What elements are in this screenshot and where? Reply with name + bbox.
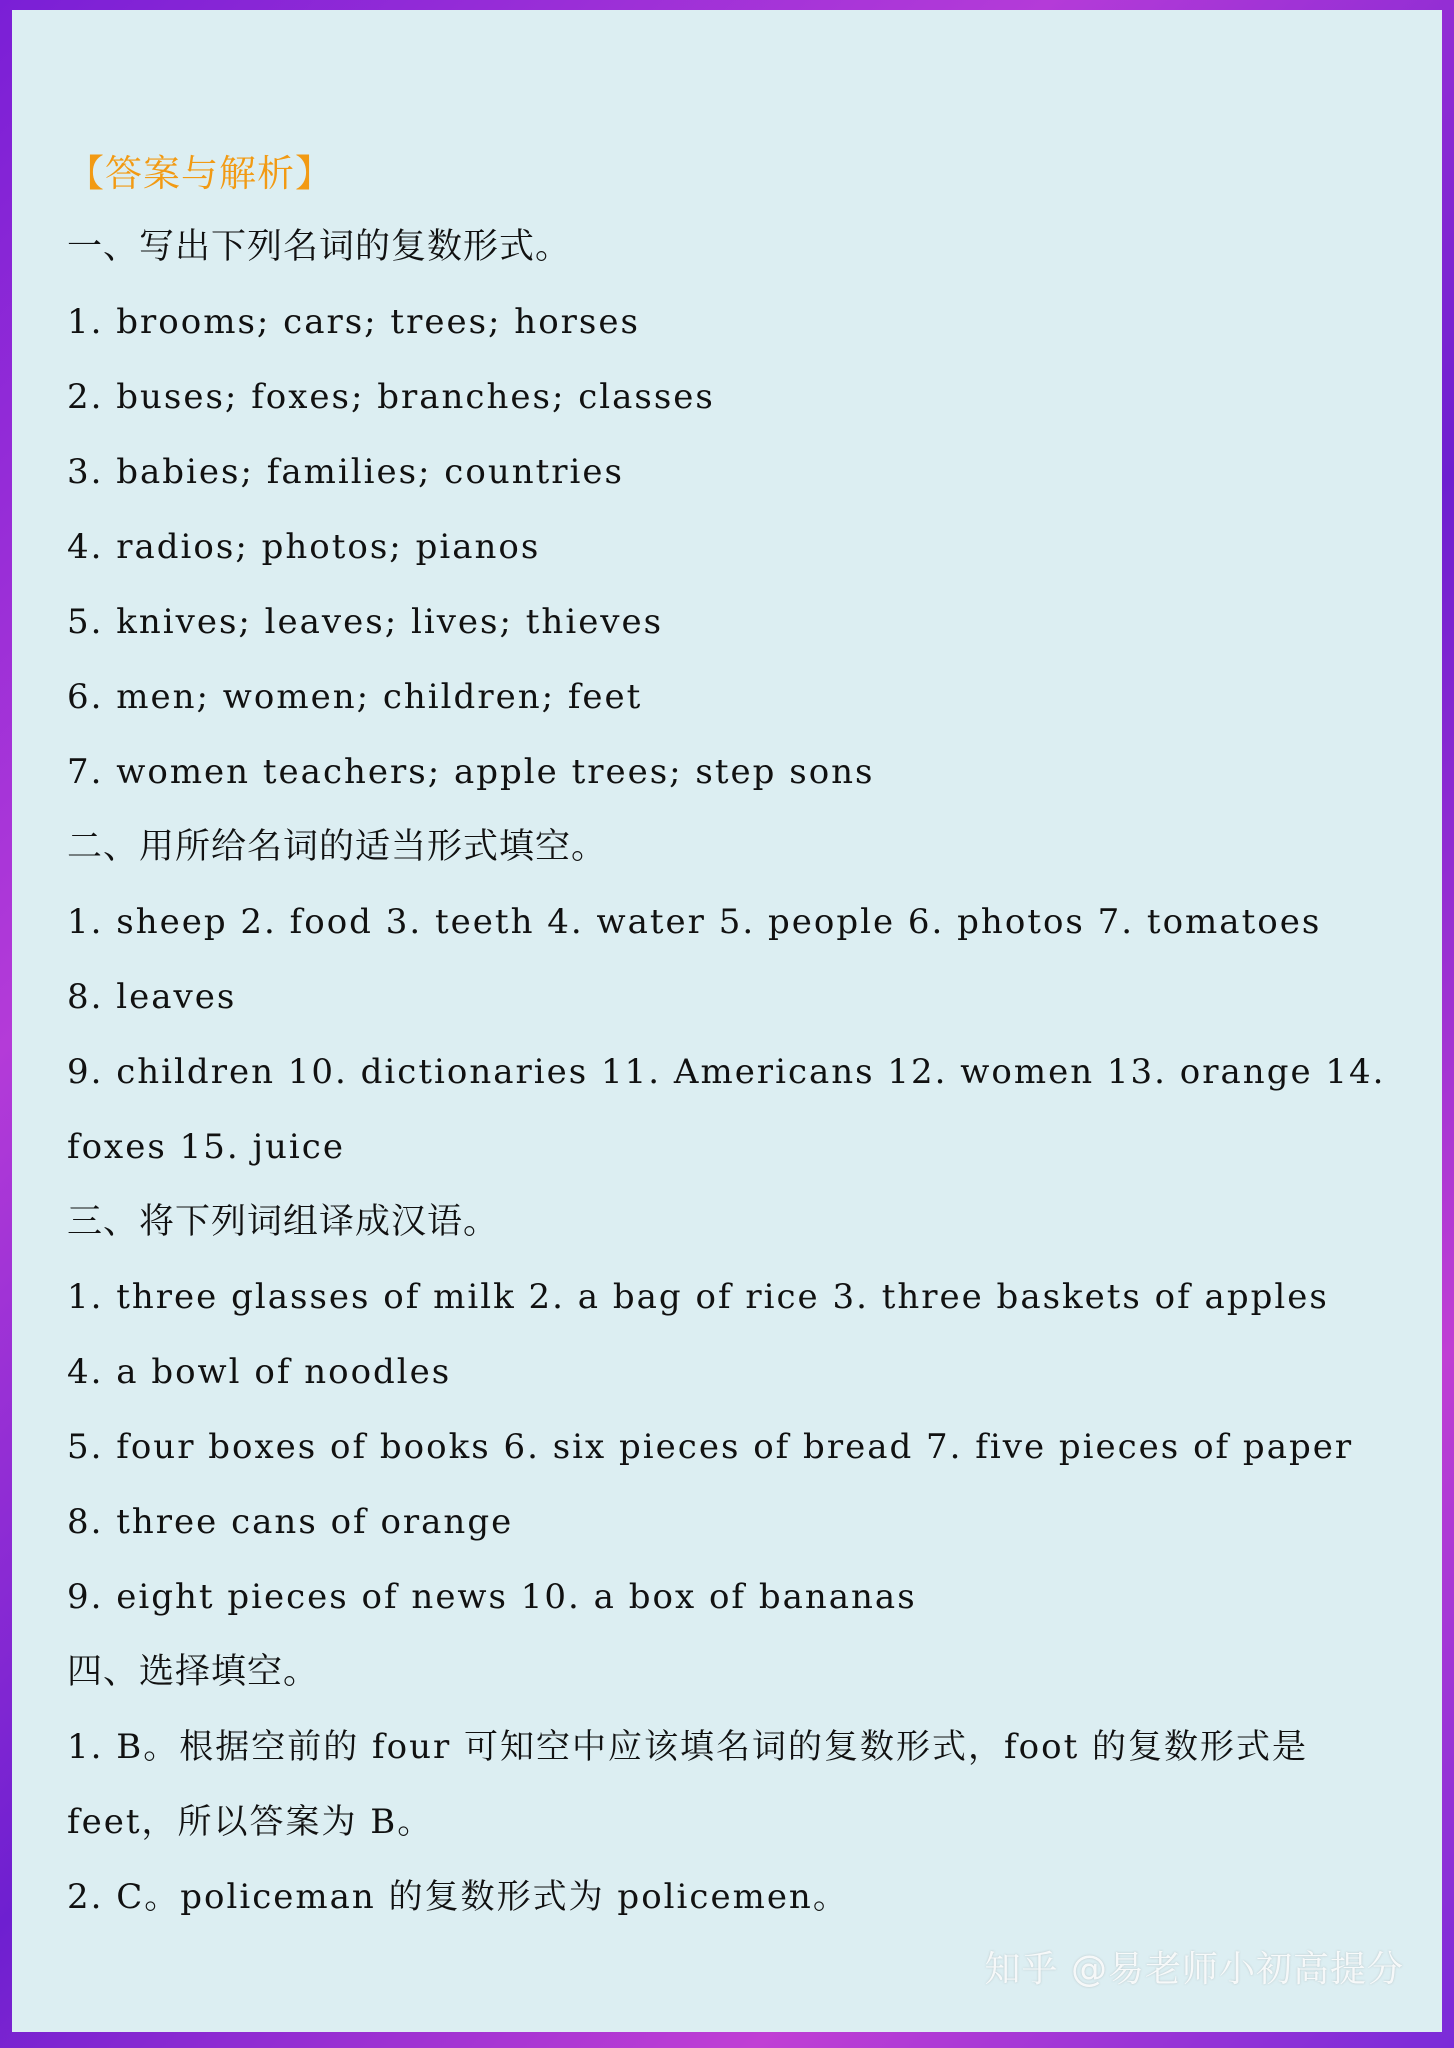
section-2-line: 1. sheep 2. food 3. teeth 4. water 5. people 6. photos 7. tomatoes <box>67 902 1322 942</box>
section-3-line: 5. four boxes of books 6. six pieces of bread 7. five pieces of paper <box>67 1427 1354 1467</box>
section-3-line: 8. three cans of orange <box>67 1502 514 1542</box>
section-1-line: 1. brooms; cars; trees; horses <box>67 302 640 342</box>
section-1-line: 5. knives; leaves; lives; thieves <box>67 602 664 642</box>
section-2-line: 9. children 10. dictionaries 11. Americans 12. women 13. orange 14. <box>67 1052 1386 1092</box>
answer-title: 【答案与解析】 <box>67 152 333 195</box>
section-3-line: 4. a bowl of noodles <box>67 1352 452 1392</box>
section-1-line: 7. women teachers; apple trees; step sons <box>67 752 875 792</box>
section-4-heading: 四、选择填空。 <box>67 1652 320 1692</box>
section-2-line: 8. leaves <box>67 977 237 1017</box>
section-4-line: 1. B。根据空前的 four 可知空中应该填名词的复数形式，foot 的复数形式是 <box>67 1727 1309 1767</box>
answer-content <box>67 130 1407 1935</box>
section-1-line: 4. radios; photos; pianos <box>67 527 541 567</box>
section-1-heading: 一、写出下列名词的复数形式。 <box>67 227 572 267</box>
section-1-line: 2. buses; foxes; branches; classes <box>67 377 715 417</box>
section-1-line: 3. babies; families; countries <box>67 452 624 492</box>
answer-sheet-panel <box>12 10 1442 2032</box>
section-4-line: feet，所以答案为 B。 <box>67 1802 434 1842</box>
section-3-line: 9. eight pieces of news 10. a box of bananas <box>67 1577 917 1617</box>
section-4-line: 2. C。policeman 的复数形式为 policemen。 <box>67 1877 849 1917</box>
zhihu-watermark: 知乎 @易老师小初高提分 <box>984 1949 1404 1990</box>
section-3-line: 1. three glasses of milk 2. a bag of rice 3. three baskets of apples <box>67 1277 1329 1317</box>
section-2-line: foxes 15. juice <box>67 1127 345 1167</box>
section-1-line: 6. men; women; children; feet <box>67 677 643 717</box>
section-3-heading: 三、将下列词组译成汉语。 <box>67 1202 500 1242</box>
section-2-heading: 二、用所给名词的适当形式填空。 <box>67 827 608 867</box>
